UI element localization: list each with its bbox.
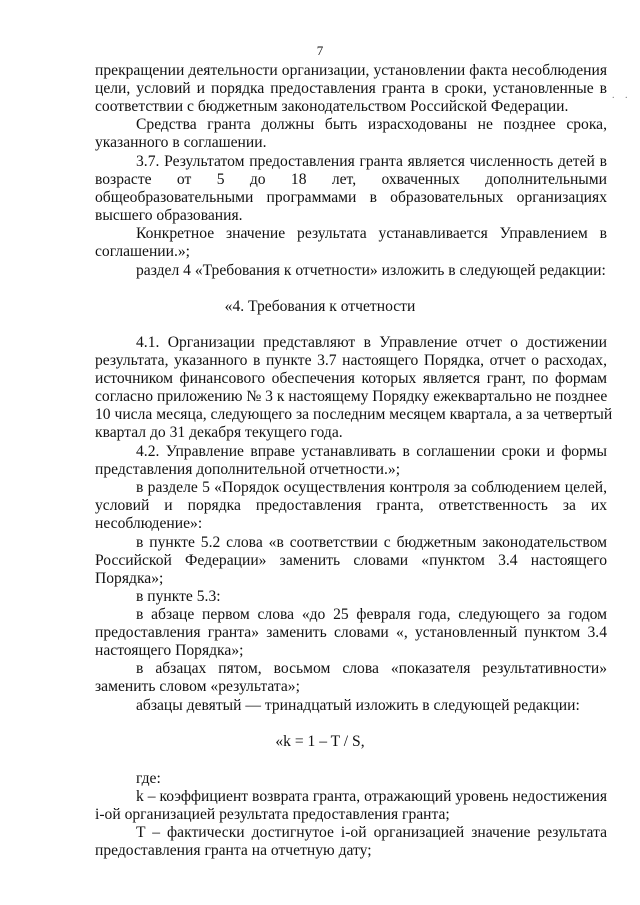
text-line: T – фактически достигнутое i-ой организацией значение результата bbox=[136, 824, 607, 841]
text-line: в пункте 5.2 слова «в соответствии с бюджетным законодательством bbox=[136, 534, 607, 551]
scan-mark: . . bbox=[612, 90, 632, 101]
text-line: Порядка»; bbox=[95, 570, 164, 587]
text-line: «k = 1 – T / S, bbox=[275, 733, 365, 750]
text-line: в абзаце первом слова «до 25 февраля года, следующего за годом bbox=[136, 606, 607, 623]
text-line: квартал до 31 декабря текущего года. bbox=[95, 424, 343, 441]
text-line: общеобразовательными программами в образовательных организациях bbox=[95, 189, 607, 206]
text-line: где: bbox=[136, 770, 161, 787]
text-line: «4. Требования к отчетности bbox=[224, 298, 416, 315]
text-line: Российской Федерации» заменить словами «пунктом 3.4 настоящего bbox=[95, 552, 607, 569]
page-number: 7 bbox=[316, 43, 324, 58]
text-line: в пункте 5.3: bbox=[136, 588, 221, 605]
text-line: Конкретное значение результата устанавливается Управлением в bbox=[136, 225, 607, 242]
text-line: источником финансового обеспечения которых является грант, по формам bbox=[95, 370, 607, 387]
text-line: заменить словом «результата»; bbox=[95, 678, 300, 695]
text-line: несоблюдение»: bbox=[95, 515, 203, 532]
text-line: i-ой организацией результата предоставления гранта; bbox=[95, 806, 450, 823]
text-line: 10 числа месяца, следующего за последним месяцем квартала, а за четвертый bbox=[95, 406, 613, 423]
text-line: прекращении деятельности организации, установлении факта несоблюдения bbox=[95, 62, 607, 79]
text-line: Средства гранта должны быть израсходованы не позднее срока, bbox=[136, 116, 607, 133]
text-line: раздел 4 «Требования к отчетности» изложить в следующей редакции: bbox=[136, 262, 606, 279]
text-line: настоящего Порядка»; bbox=[95, 642, 244, 659]
text-line: высшего образования. bbox=[95, 207, 243, 224]
text-line: 3.7. Результатом предоставления гранта является численность детей в bbox=[136, 153, 607, 170]
text-line: соглашении.»; bbox=[95, 243, 191, 260]
text-line: условий и порядка предоставления гранта, ответственность за их bbox=[95, 497, 607, 514]
text-line: указанного в соглашении. bbox=[95, 134, 267, 151]
text-line: цели, условий и порядка предоставления гранта в сроки, установленные в bbox=[95, 80, 607, 97]
text-line: соответствии с бюджетным законодательством Российской Федерации. bbox=[95, 98, 569, 115]
text-line: предоставления гранта на отчетную дату; bbox=[95, 842, 372, 859]
text-line: возрасте от 5 до 18 лет, охваченных дополнительными bbox=[95, 171, 607, 188]
text-line: результата, указанного в пункте 3.7 настоящего Порядка, отчет о расходах, bbox=[95, 352, 607, 369]
text-line: в абзацах пятом, восьмом слова «показателя результативности» bbox=[136, 660, 607, 677]
text-line: абзацы девятый — тринадцатый изложить в следующей редакции: bbox=[136, 697, 580, 714]
text-line: в разделе 5 «Порядок осуществления контроля за соблюдением целей, bbox=[136, 479, 607, 496]
text-line: предоставления гранта» заменить словами «, установленный пунктом 3.4 bbox=[95, 624, 607, 641]
text-line: согласно приложению № 3 к настоящему Порядку ежеквартально не позднее bbox=[95, 388, 608, 405]
text-line: представления дополнительной отчетности.»; bbox=[95, 461, 401, 478]
text-line: k – коэффициент возврата гранта, отражающий уровень недостижения bbox=[136, 788, 607, 805]
text-line: 4.1. Организации представляют в Управление отчет о достижении bbox=[136, 334, 607, 351]
text-line: 4.2. Управление вправе устанавливать в соглашении сроки и формы bbox=[136, 443, 607, 460]
